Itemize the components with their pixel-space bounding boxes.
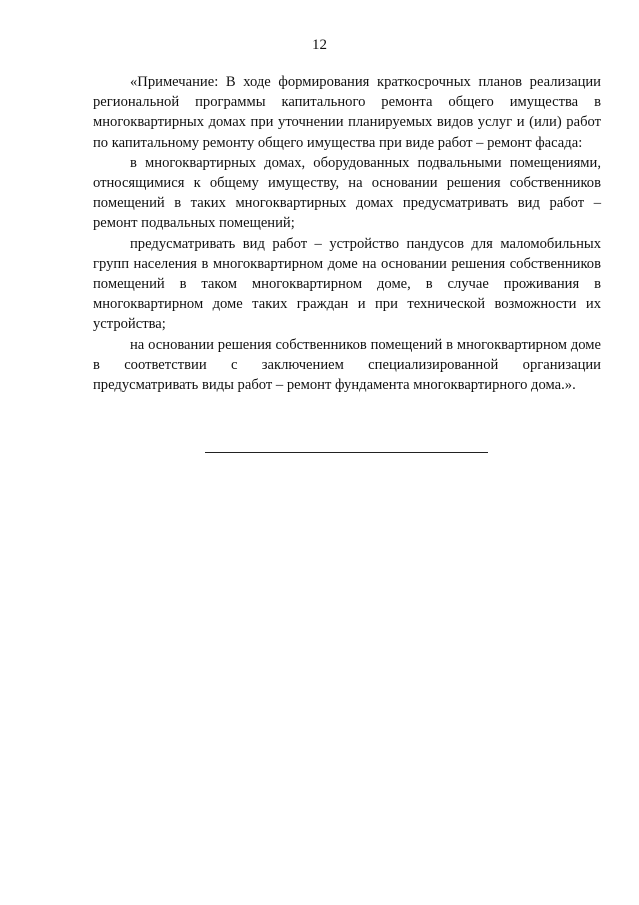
separator-line bbox=[205, 452, 488, 453]
document-body bbox=[93, 72, 601, 395]
page-number: 12 bbox=[312, 37, 327, 53]
paragraph-note-intro: «Примечание: В ходе формирования краткосрочных планов реализации региональной программы капитального ремонта общего имущества в многоквартирных домах при уточнении планируемых видов услуг и (или) работ по капитальному ремонту общего имущества при виде работ – ремонт фасада: bbox=[93, 74, 601, 151]
paragraph-ramps: предусматривать вид работ – устройство пандусов для маломобильных групп населения в многоквартирном доме на основании решения собственников помещений в таком многоквартирном доме, в случае проживания в многоквартирном доме таких граждан и при технической возможности их устройства; bbox=[93, 235, 601, 333]
paragraph-basements: в многоквартирных домах, оборудованных подвальными помещениями, относящимися к общему имуществу, на основании решения собственников помещений в таких многоквартирных домах предусматривать вид работ – ремонт подвальных помещений; bbox=[93, 154, 601, 232]
paragraph-foundation: на основании решения собственников помещений в многоквартирном доме в соответствии с заключением специализированной организации предусматривать виды работ – ремонт фундамента многоквартирного дома.». bbox=[93, 336, 601, 394]
